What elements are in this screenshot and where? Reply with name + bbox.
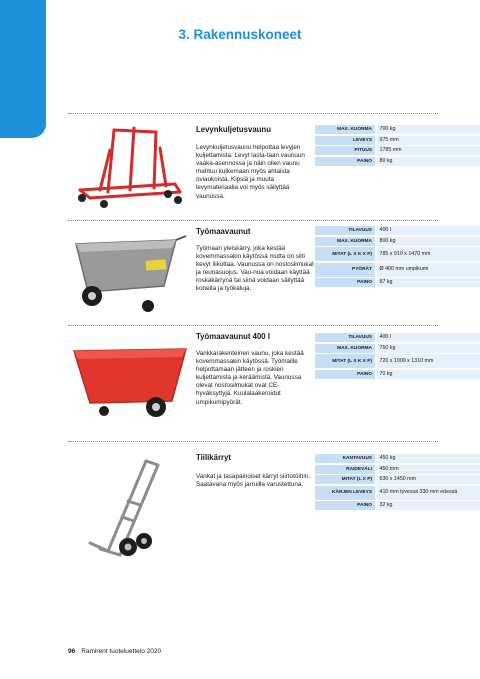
spec-row (315, 146, 480, 155)
spec-value: 975 mm (377, 136, 480, 145)
spec-value: 400 l (377, 226, 480, 235)
side-tab (0, 0, 46, 138)
spec-value: 700 kg (377, 125, 480, 134)
spec-row (315, 157, 480, 166)
spec-row (315, 501, 480, 510)
section-divider (68, 113, 438, 114)
spec-row (315, 354, 480, 368)
spec-label: TILAVUUS (315, 333, 375, 342)
spec-label: TILAVUUS (315, 226, 375, 235)
spec-row (315, 333, 480, 342)
spec-value: 70 kg (377, 370, 480, 379)
spec-row (315, 263, 480, 277)
spec-label: PAINO (315, 157, 375, 166)
page-title: 3. Rakennuskoneet (178, 27, 302, 42)
spec-row (315, 237, 480, 246)
spec-row (315, 247, 480, 261)
product-name: Tiilikärryt (196, 453, 231, 462)
spec-row (315, 136, 480, 145)
spec-value: 720 x 1000 x 1310 mm (377, 354, 480, 368)
spec-value: 32 kg (377, 501, 480, 510)
spec-label: MAX. KUORMA (315, 237, 375, 246)
product-name: Työmaavaunut 400 l (196, 332, 270, 341)
spec-value: 410 mm tyvessä 330 mm edessä (377, 486, 480, 500)
spec-row (315, 226, 480, 235)
spec-table (315, 333, 480, 380)
spec-label: MITAT (L X K X P) (315, 354, 375, 368)
spec-value: 450 kg (377, 454, 480, 463)
spec-row (315, 344, 480, 353)
spec-label: PAINO (315, 370, 375, 379)
board-trolley-image (70, 120, 190, 212)
product-description: Vankkarakenteinen vaunu, joka kestää kovemmassakin käytössä. Työmaille helpottamaan jätteen ja roskien kuljettamista ja keräämistä. Vaunussa olevat nostosilmukat ovat CE-hyväksyttyjä. Kuulalaakeroidut umpikumipyörät. (196, 350, 304, 406)
spec-row (315, 125, 480, 134)
spec-value: 80 kg (377, 157, 480, 166)
spec-value: 785 x 910 x 1470 mm (377, 247, 480, 261)
spec-label: KÄRJEN LEVEYS (315, 486, 375, 500)
spec-value: Ø 400 mm umpikumi (377, 263, 480, 277)
spec-value: 450 mm (377, 465, 480, 474)
site-wagon-400-image (70, 341, 192, 421)
publication-name: Ramirent tuoteluettelo 2020 (81, 648, 162, 655)
spec-row (315, 454, 480, 463)
product-description: Levynkuljetusvaunu helpottaa levyjen kuljettamista. Levyt lasta-taan vaunuun vaaka-asennossa ja näin ollen vaunu mahtuu kulkemaan myös ahtaista oviaukoista. Kipsiä ja muuta levymateriaalia voi myös säilyttää vaunussa. (196, 144, 305, 200)
page-number: 96 (68, 648, 76, 655)
spec-label: MITAT (L X P) (315, 475, 375, 484)
spec-label: MAX. KUORMA (315, 344, 375, 353)
section-divider (68, 325, 438, 326)
spec-label: MAX. KUORMA (315, 125, 375, 134)
product-name: Levynkuljetusvaunu (196, 125, 271, 134)
spec-label: KANTAVUUS (315, 454, 375, 463)
spec-label: MITAT (L X K X P) (315, 247, 375, 261)
footer (68, 648, 161, 655)
spec-value: 750 kg (377, 344, 480, 353)
spec-value: 800 kg (377, 237, 480, 246)
section-divider (68, 220, 438, 221)
spec-table (315, 226, 480, 289)
spec-table (315, 454, 480, 512)
spec-row (315, 486, 480, 500)
section-divider (68, 441, 438, 442)
spec-value: 400 l (377, 333, 480, 342)
spec-value: 87 kg (377, 278, 480, 287)
spec-row (315, 475, 480, 484)
spec-value: 1785 mm (377, 146, 480, 155)
spec-label: PYÖRÄT (315, 263, 375, 277)
product-description: Vankat ja tasapainoiset kärryt siirtotöihin. Saatavana myös jarruilla varustettuna. (196, 473, 310, 489)
product-name: Työmaavaunut (196, 227, 251, 236)
spec-table (315, 125, 480, 167)
spec-row (315, 370, 480, 379)
site-wagon-image (68, 226, 193, 318)
spec-value: 630 x 1450 mm (377, 475, 480, 484)
spec-label: PAINO (315, 501, 375, 510)
spec-label: PAINO (315, 278, 375, 287)
spec-row (315, 465, 480, 474)
spec-label: LEVEYS (315, 136, 375, 145)
spec-label: RAIDEVÄLI (315, 465, 375, 474)
spec-row (315, 278, 480, 287)
spec-label: PITUUS (315, 146, 375, 155)
product-description: Työmaan yleiskärry, joka kestää kovemmassakin käytössä mutta on silti kevyt liikuttaa. Vaunussa on nostosilmukat ja reunasuojus. Vau-nua voidaan käyttää roskakärrynä tai siinä voidaan säilyttää koneita ja työkaluja. (196, 245, 314, 293)
brick-cart-image (86, 455, 176, 567)
